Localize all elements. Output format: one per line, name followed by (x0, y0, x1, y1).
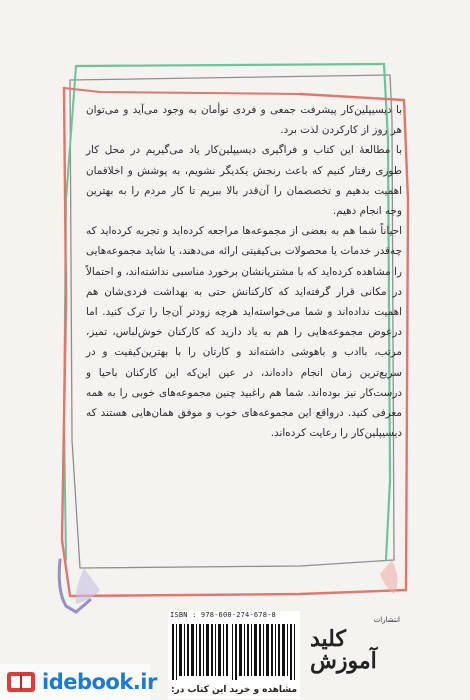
paragraph-3: احیاناً شما هم به بعضی از مجموعه‌ها مراجعه کرده‌اید و تجربه کرده‌اید که چه‌قدر خدمات یا محصولات بی‌کیفیتی ارائه می‌دهند، یا شاید مجموعه‌هایی را مشاهده کرده‌اید که با مشتریانشان برخورد مناسبی نداشته‌اند، و احتمالاً در مکانی قرار گرفته‌اید که کارکنانش حتی به بهداشت فردی‌شان هم اهمیت نداده‌اند و شما می‌خواسته‌اید هرچه زودتر آن‌جا را ترک کنید. اما درعوض مجموعه‌هایی را هم به یاد دارید که کارکنان خوش‌لباس، تمیز، مرتب، باادب و باهوشی داشته‌اند و کارتان را با بهترین‌کیفیت و در سریع‌ترین زمان انجام داده‌اند، در عین این‌که این کارکنان باحیا و درست‌کار نیز بوده‌اند. شما هم راغبید چنین مجموعه‌های خوبی را به همه معرفی کنید. درواقع این مجموعه‌های خوب و موفق همان‌هایی هستند که دیسیپلین‌کار را رعایت کرده‌اند. (86, 225, 402, 440)
green-frame-left (64, 66, 76, 560)
publisher-logo (310, 616, 400, 674)
isbn-label: ISBN : 978-600-274-678-8 (170, 611, 276, 619)
watermark-logo-text[interactable]: idebook.ir (42, 670, 157, 694)
book-icon (5, 668, 39, 696)
publisher-label: انتشارات (373, 616, 400, 624)
paragraph-2: با مطالعهٔ این کتاب و فراگیری دیسیپلین‌کار یاد می‌گیریم در محل کار طوری رفتار کنیم که باعث رنجش یکدیگر نشویم، به پوشش و اخلاقمان اهمیت بدهیم و تخصصمان را آن‌قدر بالا ببریم تا کار مردم را به بهترین وجه انجام دهیم. (86, 144, 402, 218)
publisher-name: کلید آموزش (310, 626, 377, 674)
watermark-caption: مشاهده و خرید این کتاب در: (168, 682, 300, 698)
purple-corner-accent (76, 568, 100, 604)
description-text (86, 100, 402, 570)
barcode (170, 624, 300, 686)
paragraph-1: با دیسیپلین‌کار پیشرفت جمعی و فردی توأمان به وجود می‌آید و می‌توان هر روز از کارکردن لذت برد. (86, 104, 402, 137)
red-frame-top (64, 88, 300, 94)
